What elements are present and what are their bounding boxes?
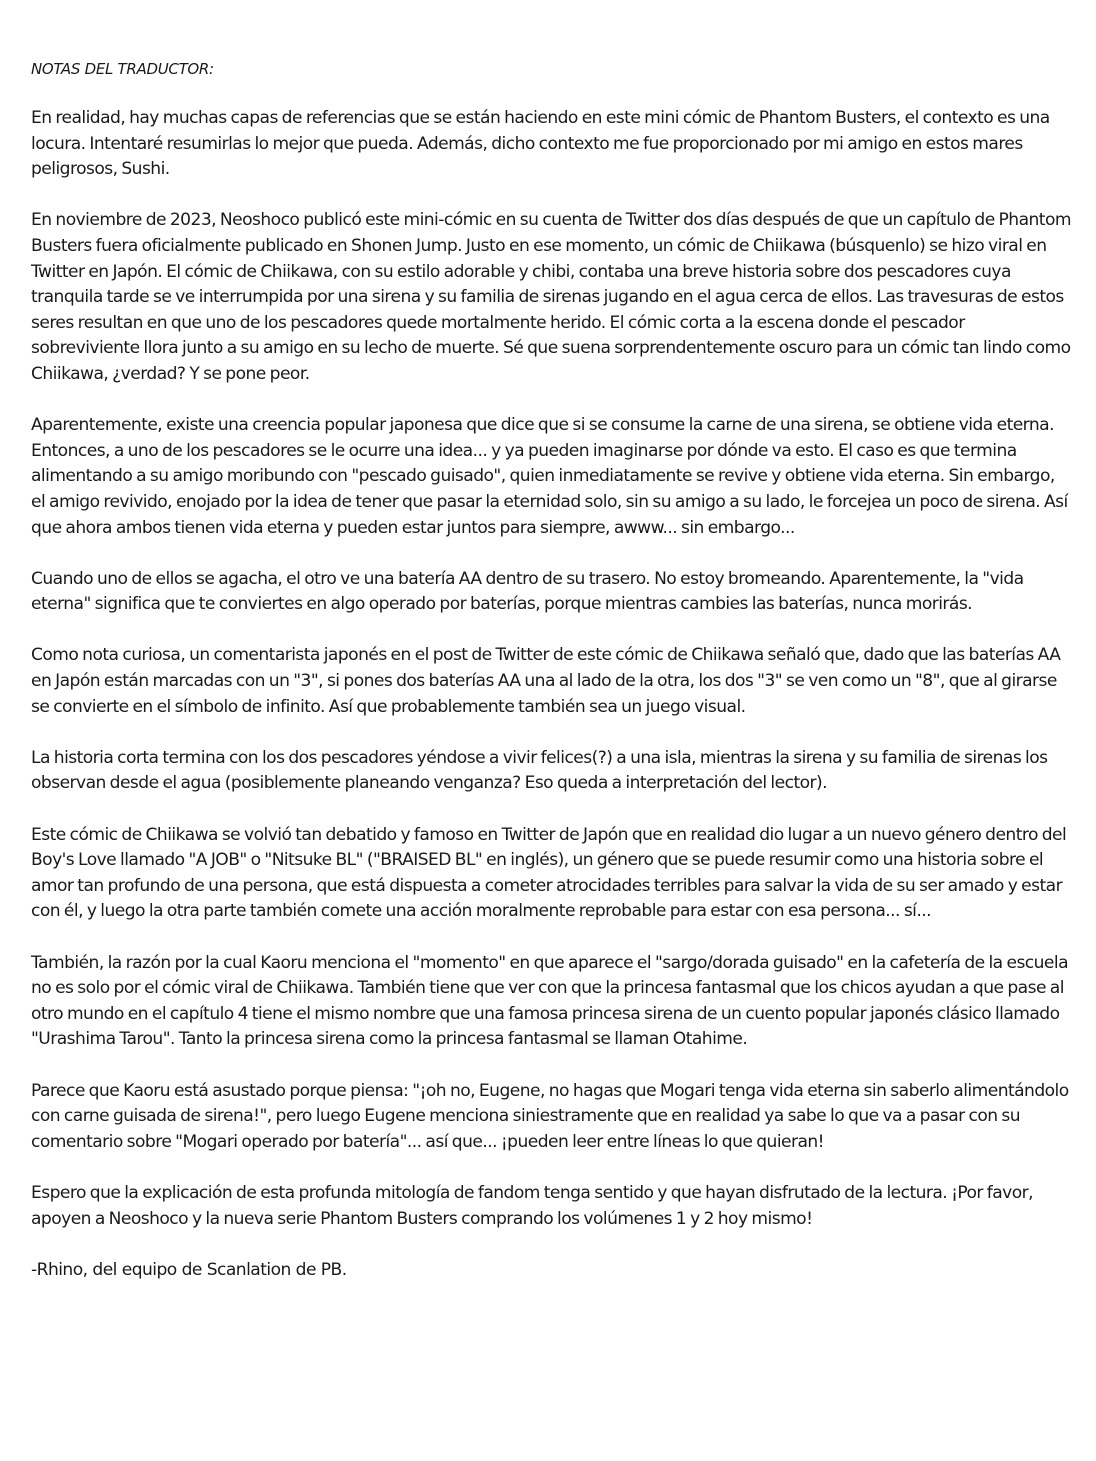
notes-title: NOTAS DEL TRADUCTOR: <box>31 60 214 78</box>
paragraph-context: En noviembre de 2023, Neoshoco publicó este mini-cómic en su cuenta de Twitter dos días después de que un capítulo de Phantom Busters fuera oficialmente publicado en Shonen Jump. Justo en ese momento, un cómic de Chiikawa (búsquenlo) se hizo viral en Twitter en Japón. El cómic de Chiikawa, con su estilo adorable y chibi, contaba una breve historia sobre dos pescadores cuya tranquila tarde se ve interrumpida por una sirena y su familia de sirenas jugando en el agua cerca de ellos. Las travesuras de estos seres resultan en que uno de los pescadores quede mortalmente herido. El cómic corta a la escena donde el pescador sobreviviente llora junto a su amigo en su lecho de muerte. Sé que suena sorprendentemente oscuro para un cómic tan lindo como Chiikawa, ¿verdad? Y se pone peor. <box>31 210 1071 384</box>
translator-notes-page <box>31 58 1071 1283</box>
paragraph-otahime: También, la razón por la cual Kaoru menciona el "momento" en que aparece el "sargo/dorada guisado" en la cafetería de la escuela no es solo por el cómic viral de Chiikawa. También tiene que ver con que la princesa fantasmal que los chicos ayudan a que pase al otro mundo en el capítulo 4 tiene el mismo nombre que una famosa princesa sirena de un cuento popular japonés clásico llamado "Urashima Tarou". Tanto la princesa sirena como la princesa fantasmal se llaman Otahime. <box>31 952 1069 1050</box>
paragraph-battery: Cuando uno de ellos se agacha, el otro ve una batería AA dentro de su trasero. No estoy bromeando. Aparentemente, la "vida eterna" significa que te conviertes en algo operado por baterías, porque mientras cambies las baterías, nunca morirás. <box>31 568 1024 615</box>
paragraph-folk-belief: Aparentemente, existe una creencia popular japonesa que dice que si se consume la carne de una sirena, se obtiene vida eterna. Entonces, a uno de los pescadores se le ocurre una idea... y ya pueden imaginarse por dónde va esto. El caso es que termina alimentando a su amigo moribundo con "pescado guisado", quien inmediatamente se revive y obtiene vida eterna. Sin embargo, el amigo revivido, enojado por la idea de tener que pasar la eternidad solo, sin su amigo a su lado, le forcejea un poco de sirena. Así que ahora ambos tienen vida eterna y pueden estar juntos para siempre, awww... sin embargo... <box>31 415 1068 538</box>
paragraph-infinity: Como nota curiosa, un comentarista japonés en el post de Twitter de este cómic de Chiikawa señaló que, dado que las baterías AA en Japón están marcadas con un "3", si pones dos baterías AA una al lado de la otra, los dos "3" se ven como un "8", que al girarse se convierte en el símbolo de infinito. Así que probablemente también sea un juego visual. <box>31 645 1061 717</box>
paragraph-support: Espero que la explicación de esta profunda mitología de fandom tenga sentido y que hayan disfrutado de la lectura. ¡Por favor, apoyen a Neoshoco y la nueva serie Phantom Busters comprando los volúmenes 1 y 2 hoy mismo! <box>31 1182 1034 1229</box>
paragraph-ending: La historia corta termina con los dos pescadores yéndose a vivir felices(?) a una isla, mientras la sirena y su familia de sirenas los observan desde el agua (posiblemente planeando venganza? Eso queda a interpretación del lector). <box>31 747 1048 794</box>
paragraph-kaoru: Parece que Kaoru está asustado porque piensa: "¡oh no, Eugene, no hagas que Mogari tenga vida eterna sin saberlo alimentándolo con carne guisada de sirena!", pero luego Eugene menciona siniestramente que en realidad ya sabe lo que va a pasar con su comentario sobre "Mogari operado por batería"... así que... ¡pueden leer entre líneas lo que quieran! <box>31 1080 1069 1152</box>
paragraph-genre: Este cómic de Chiikawa se volvió tan debatido y famoso en Twitter de Japón que en realidad dio lugar a un nuevo género dentro del Boy's Love llamado "A JOB" o "Nitsuke BL" ("BRAISED BL" en inglés), un género que se puede resumir como una historia sobre el amor tan profundo de una persona, que está dispuesta a cometer atrocidades terribles para salvar la vida de su ser amado y estar con él, y luego la otra parte también comete una acción moralmente reprobable para estar con esa persona... sí... <box>31 824 1067 922</box>
signoff: -Rhino, del equipo de Scanlation de PB. <box>31 1259 347 1280</box>
paragraph-intro: En realidad, hay muchas capas de referencias que se están haciendo en este mini cómic de Phantom Busters, el contexto es una locura. Intentaré resumirlas lo mejor que pueda. Además, dicho contexto me fue proporcionado por mi amigo en estos mares peligrosos, Sushi. <box>31 108 1050 180</box>
